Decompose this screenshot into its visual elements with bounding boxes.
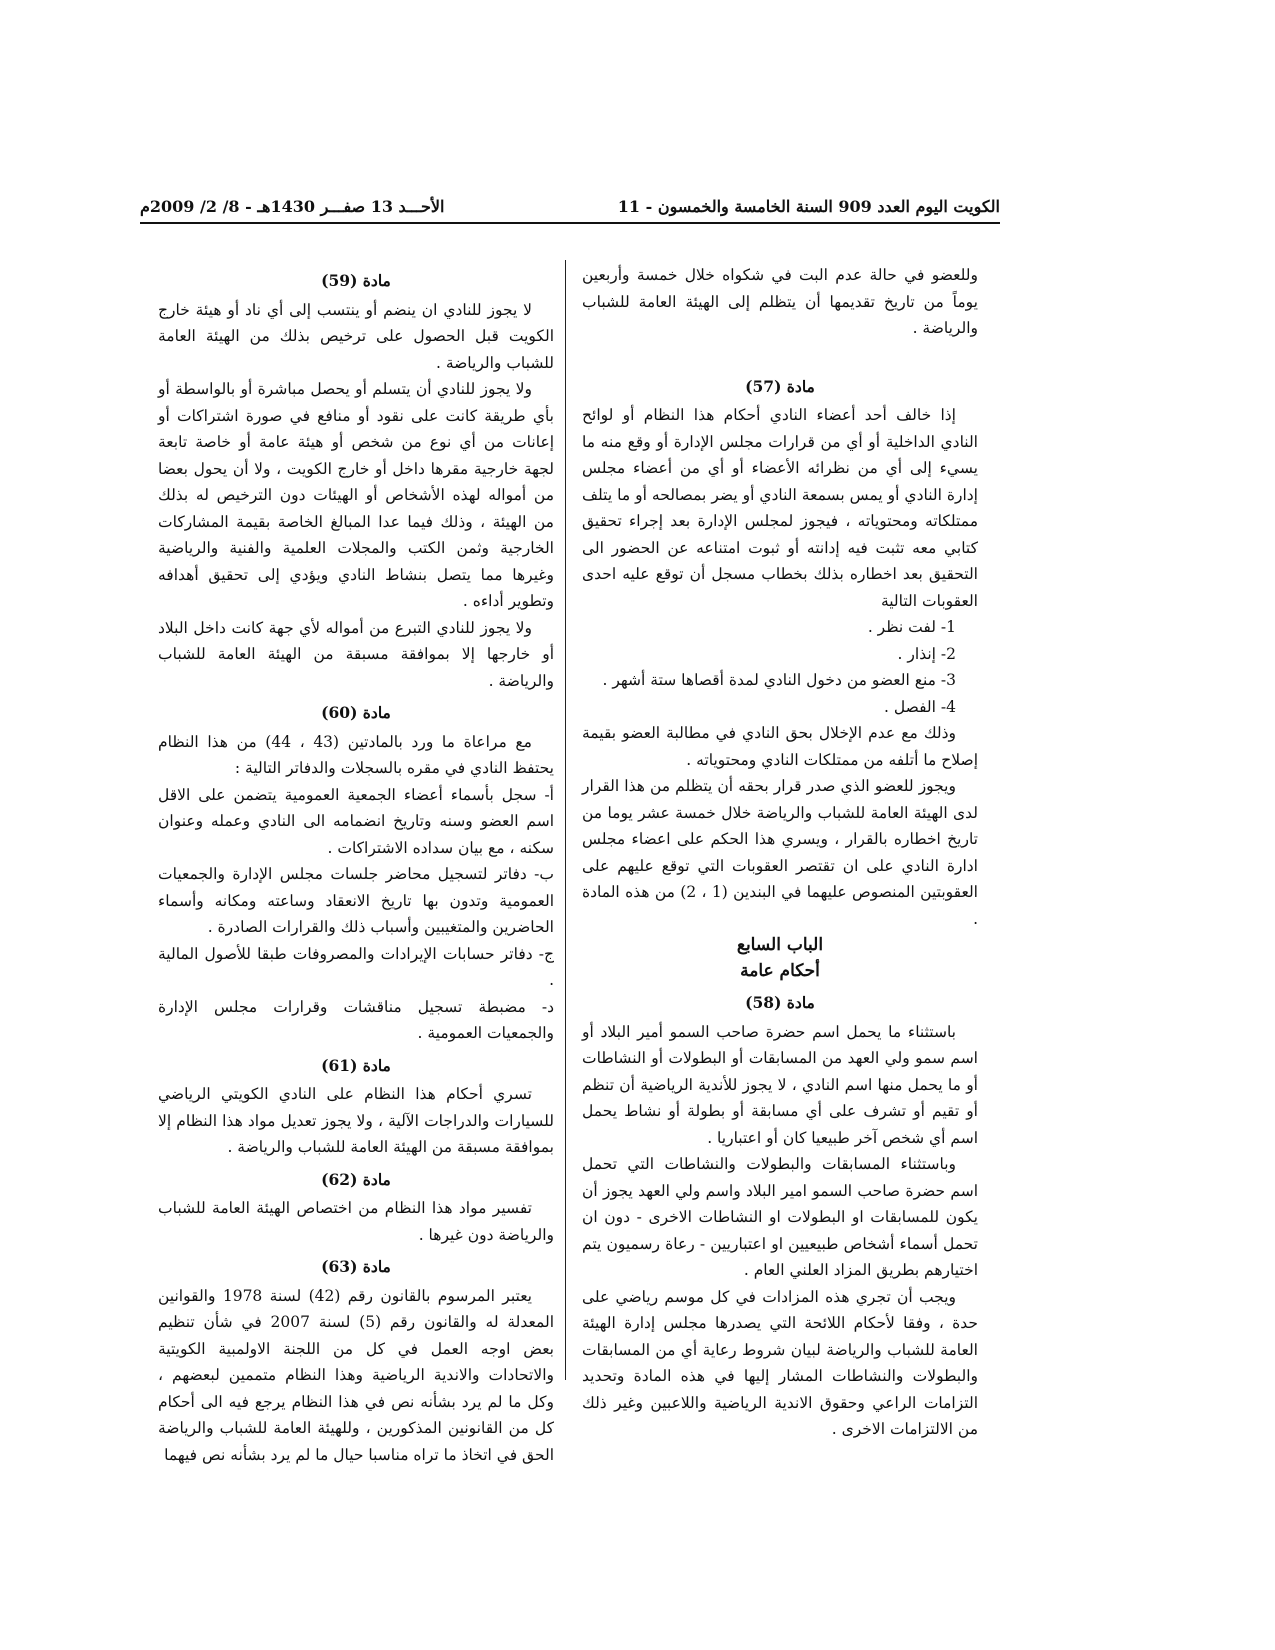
article-59-paragraph: ولا يجوز للنادي التبرع من أمواله لأي جهة كانت داخل البلاد أو خارجها إلا بموافقة مسبقة من الهيئة العامة للشباب والرياضة . bbox=[158, 618, 554, 690]
article-59-title: مادة (59) bbox=[321, 271, 391, 290]
penalty-item-3: 3- منع العضو من دخول النادي لمدة أقصاها ستة أشهر . bbox=[602, 671, 956, 689]
penalty-item-2: 2- إنذار . bbox=[897, 644, 956, 663]
article-62-title: مادة (62) bbox=[321, 1169, 391, 1189]
article-61-paragraph: تسري أحكام هذا النظام على النادي الكويتي الرياضي للسيارات والدراجات الآلية ، ولا يجوز تعديل مواد هذا النظام إلا بموافقة مسبقة من الهيئة العامة للشباب والرياضة . bbox=[158, 1085, 554, 1156]
continuation-paragraph: وللعضو في حالة عدم البت في شكواه خلال خمسة وأربعين يوماً من تاريخ تقديمها أن يتظلم إلى الهيئة العامة للشباب والرياضة . bbox=[582, 266, 978, 337]
register-item-c: ج- دفاتر حسابات الإيرادات والمصروفات طبقا للأصول المالية . bbox=[158, 944, 554, 989]
article-59-paragraph: ولا يجوز للنادي أن يتسلم أو يحصل مباشرة أو بالواسطة أو بأي طريقة كانت على نقود أو منافع في صورة اشتراكات أو إعانات من أي نوع من شخص أو هيئة عامة أو خاصة تابعة لجهة خارجية مقرها داخل أو خارج الكويت ، ولا أن يحول بعضا من أمواله لهذه الأشخاص أو الهيئات دون الترخيص له بذلك من الهيئة ، وذلك فيما عدا المبالغ الخاصة بقيمة المشاركات الخارجية وثمن الكتب والمجلات العلمية والفنية والرياضية وغيرها مما يتصل بنشاط النادي ويؤدي إلى تحقيق أهدافه وتطوير أداءه . bbox=[158, 380, 554, 610]
page-header bbox=[140, 180, 1000, 216]
article-63-paragraph: يعتبر المرسوم بالقانون رقم (42) لسنة 1978 والقوانين المعدلة له والقانون رقم (5) لسنة 2007 في شأن تنظيم بعض اوجه العمل في كل من اللجنة الاولمبية الكويتية والاتحادات والاندية الرياضية وهذا النظام متممين لبعضهم ، وكل ما لم يرد بشأنه نص في هذا النظام يرجع فيه الى أحكام كل من القانونين المذكورين ، وللهيئة العامة للشباب والرياضة الحق في اتخاذ ما تراه مناسبا حيال ما لم يرد بشأنه نص فيهما bbox=[158, 1286, 555, 1464]
article-59-paragraph: لا يجوز للنادي ان ينضم أو ينتسب إلى أي ناد أو هيئة خارج الكويت قبل الحصول على ترخيص بذلك من الهيئة العامة للشباب والرياضة . bbox=[158, 300, 554, 372]
register-item-a: أ- سجل بأسماء أعضاء الجمعية العمومية يتضمن على الاقل اسم العضو وسنه وتاريخ انضمامه الى النادي وعمله وعنوان سكنه ، مع بيان سداده الاشتراكات . bbox=[158, 785, 554, 857]
chapter-title: الباب السابع bbox=[736, 935, 824, 955]
register-item-d: د- مضبطة تسجيل مناقشات وقرارات مجلس الإدارة والجمعيات العمومية . bbox=[158, 997, 554, 1042]
penalty-item-1: 1- لفت نظر . bbox=[867, 618, 956, 636]
register-item-b: ب- دفاتر لتسجيل محاضر جلسات مجلس الإدارة والجمعيات العمومية وتدون بها تاريخ الانعقاد وساعته ومكانه وأسماء الحاضرين والمتغيبين وأسباب ذلك والقرارات الصادرة . bbox=[158, 865, 554, 936]
article-58-paragraph: وباستثناء المسابقات والبطولات والنشاطات التي تحمل اسم حضرة صاحب السمو امير البلاد واسم ولي العهد يجوز أن يكون للمسابقات او البطولات او النشاطات الاخرى - دون ان تحمل أسماء أشخاص طبيعيين او اعتباريين - رعاة رسميون يتم اختيارهم بطريق المزاد العلني العام . bbox=[582, 1155, 978, 1279]
right-column bbox=[582, 262, 978, 1443]
article-60-paragraph: مع مراعاة ما ورد بالمادتين (43 ، 44) من هذا النظام يحتفظ النادي في مقره بالسجلات والدفاتر التالية : bbox=[158, 732, 554, 777]
header-date: الأحـــد 13 صفـــر 1430هـ - 8/ 2/ 2009م bbox=[140, 197, 445, 216]
penalty-item-4: 4- الفصل . bbox=[884, 697, 956, 716]
article-57-paragraph: وذلك مع عدم الإخلال بحق النادي في مطالبة العضو بقيمة إصلاح ما أتلفه من ممتلكات النادي ومحتوياته . bbox=[582, 724, 978, 769]
article-58-paragraph: باستثناء ما يحمل اسم حضرة صاحب السمو أمير البلاد أو اسم سمو ولي العهد من المسابقات أو البطولات أو النشاطات أو ما يحمل منها اسم النادي ، لا يجوز للأندية الرياضية أن تنظم أو تقيم أو تشرف على أي مسابقة أو بطولة أو نشاط يحمل اسم أي شخص آخر طبيعيا كان أو اعتباريا . bbox=[582, 1022, 978, 1147]
header-gazette-info: الكويت اليوم العدد 909 السنة الخامسة والخمسون - 11 bbox=[617, 197, 1000, 216]
left-column bbox=[158, 262, 554, 1468]
article-60-title: مادة (60) bbox=[321, 703, 391, 722]
article-58-paragraph: ويجب أن تجري هذه المزادات في كل موسم رياضي على حدة ، وفقا لأحكام اللائحة التي يصدرها مجلس إدارة الهيئة العامة للشباب والرياضة لبيان شروط رعاية أي من المسابقات والبطولات والنشاطات المشار إليها في هذه المادة وتحديد التزامات الراعي وحقوق الاندية الرياضية واللاعبين وغير ذلك من الالتزامات الاخرى . bbox=[582, 1287, 978, 1438]
article-57-title: مادة (57) bbox=[745, 376, 815, 396]
article-57-paragraph: ويجوز للعضو الذي صدر قرار بحقه أن يتظلم من هذا القرار لدى الهيئة العامة للشباب والرياضة خلال خمسة عشر يوما من تاريخ اخطاره بالقرار ، ويسري هذا الحكم على اعضاء مجلس ادارة النادي على ان تقتصر العقوبات التي توقع عليهم على العقوبتين المنصوص عليهما في البندين (1 ، 2) من هذه المادة . bbox=[582, 777, 978, 928]
header-rule bbox=[140, 222, 1000, 224]
article-61-title: مادة (61) bbox=[321, 1055, 391, 1075]
article-63-title: مادة (63) bbox=[321, 1257, 391, 1276]
article-57-paragraph: إذا خالف أحد أعضاء النادي أحكام هذا النظام أو لوائح النادي الداخلية أو أي من قرارات مجلس الإدارة أو وقع منه ما يسيء إلى أي من نظرائه الأعضاء أو أي من أعضاء مجلس إدارة النادي أو يمس بسمعة النادي أو يضر بمصالحه أو ما يتلف ممتلكاته ومحتوياته ، فيجوز لمجلس الإدارة بعد إجراء تحقيق كتابي معه تثبت فيه إدانته أو ثبوت امتناعه عن الحضور الى التحقيق بعد اخطاره بذلك بخطاب مسجل أن توقع عليه احدى العقوبات التالية bbox=[582, 406, 978, 610]
column-divider bbox=[565, 260, 566, 1380]
chapter-subtitle: أحكام عامة bbox=[740, 961, 820, 981]
article-62-paragraph: تفسير مواد هذا النظام من اختصاص الهيئة العامة للشباب والرياضة دون غيرها . bbox=[158, 1199, 554, 1244]
spacer bbox=[582, 342, 978, 368]
article-58-title: مادة (58) bbox=[745, 993, 815, 1012]
